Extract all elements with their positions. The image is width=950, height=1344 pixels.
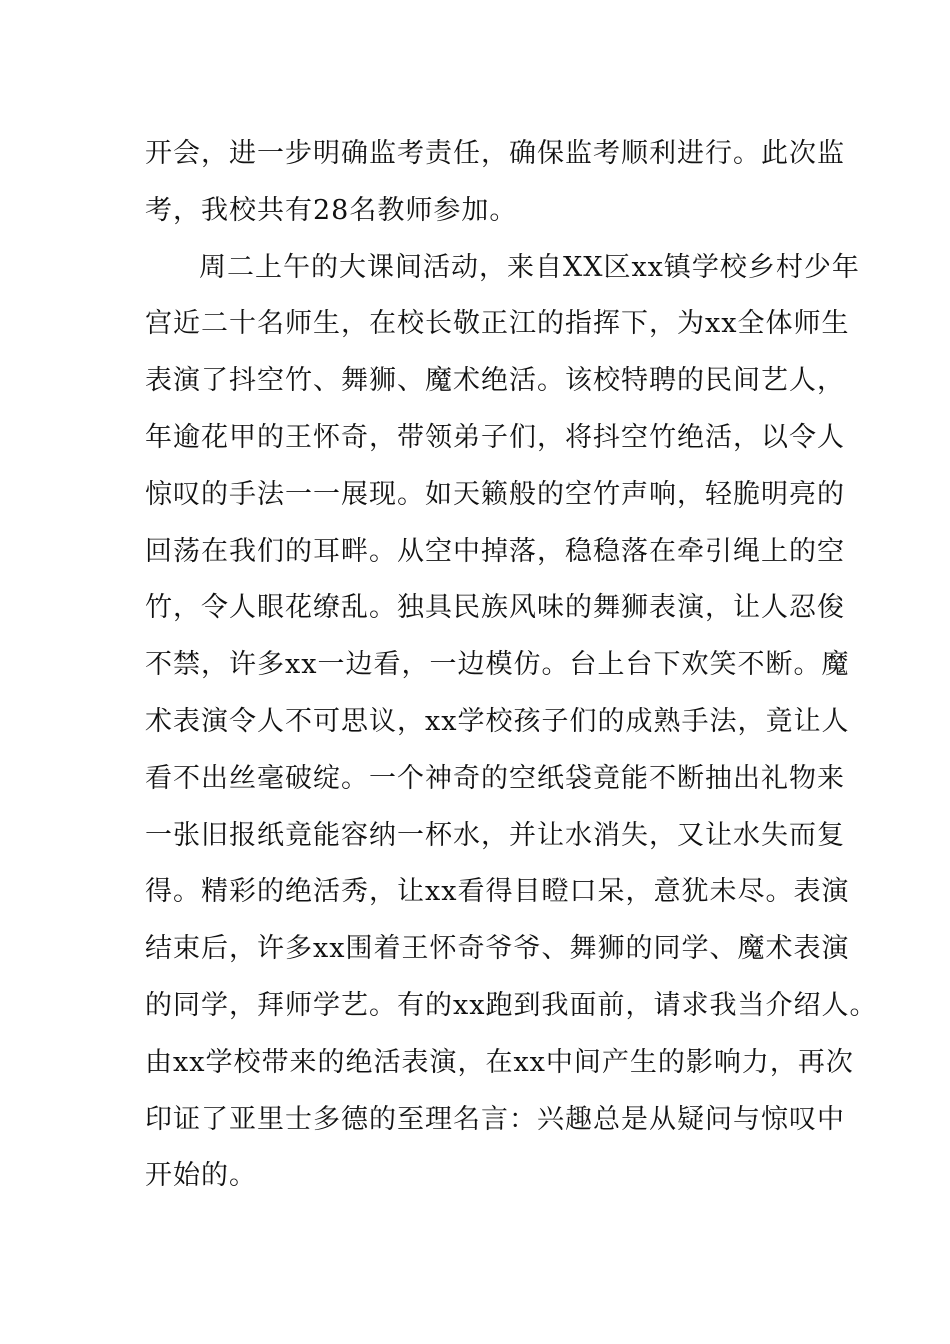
text-line: 宫近二十名师生，在校长敬正江的指挥下，为xx全体师生	[145, 308, 850, 340]
text-line: 一张旧报纸竟能容纳一杯水，并让水消失，又让水失而复	[145, 819, 845, 851]
text-line: 得。精彩的绝活秀，让xx看得目瞪口呆，意犹未尽。表演	[145, 876, 850, 908]
body-text	[145, 126, 878, 1205]
paragraph-2	[145, 240, 878, 1206]
text-line: 竹，令人眼花缭乱。独具民族风味的舞狮表演，让人忍俊	[145, 592, 845, 624]
text-line: 由xx学校带来的绝活表演，在xx中间产生的影响力，再次	[145, 1046, 854, 1078]
text-line: 术表演令人不可思议，xx学校孩子们的成熟手法，竟让人	[145, 705, 850, 737]
text-line: 的同学，拜师学艺。有的xx跑到我面前，请求我当介绍人。	[145, 989, 878, 1021]
text-line: 不禁，许多xx一边看，一边模仿。台上台下欢笑不断。魔	[145, 649, 850, 681]
text-line: 表演了抖空竹、舞狮、魔术绝活。该校特聘的民间艺人，	[145, 365, 845, 397]
text-line: 回荡在我们的耳畔。从空中掉落，稳稳落在牵引绳上的空	[145, 535, 845, 567]
text-line: 周二上午的大课间活动，来自XX区xx镇学校乡村少年	[199, 251, 860, 283]
text-line: 考，我校共有28名教师参加。	[145, 194, 518, 226]
text-line: 开始的。	[145, 1160, 257, 1192]
paragraph-1	[145, 126, 845, 240]
text-line: 结束后，许多xx围着王怀奇爷爷、舞狮的同学、魔术表演	[145, 933, 850, 965]
text-line: 印证了亚里士多德的至理名言：兴趣总是从疑问与惊叹中	[145, 1103, 845, 1135]
text-line: 年逾花甲的王怀奇，带领弟子们，将抖空竹绝活，以令人	[145, 421, 845, 453]
text-line: 惊叹的手法一一展现。如天籁般的空竹声响，轻脆明亮的	[145, 478, 845, 510]
text-line: 开会，进一步明确监考责任，确保监考顺利进行。此次监	[145, 138, 845, 169]
text-line: 看不出丝毫破绽。一个神奇的空纸袋竟能不断抽出礼物来	[145, 762, 845, 794]
